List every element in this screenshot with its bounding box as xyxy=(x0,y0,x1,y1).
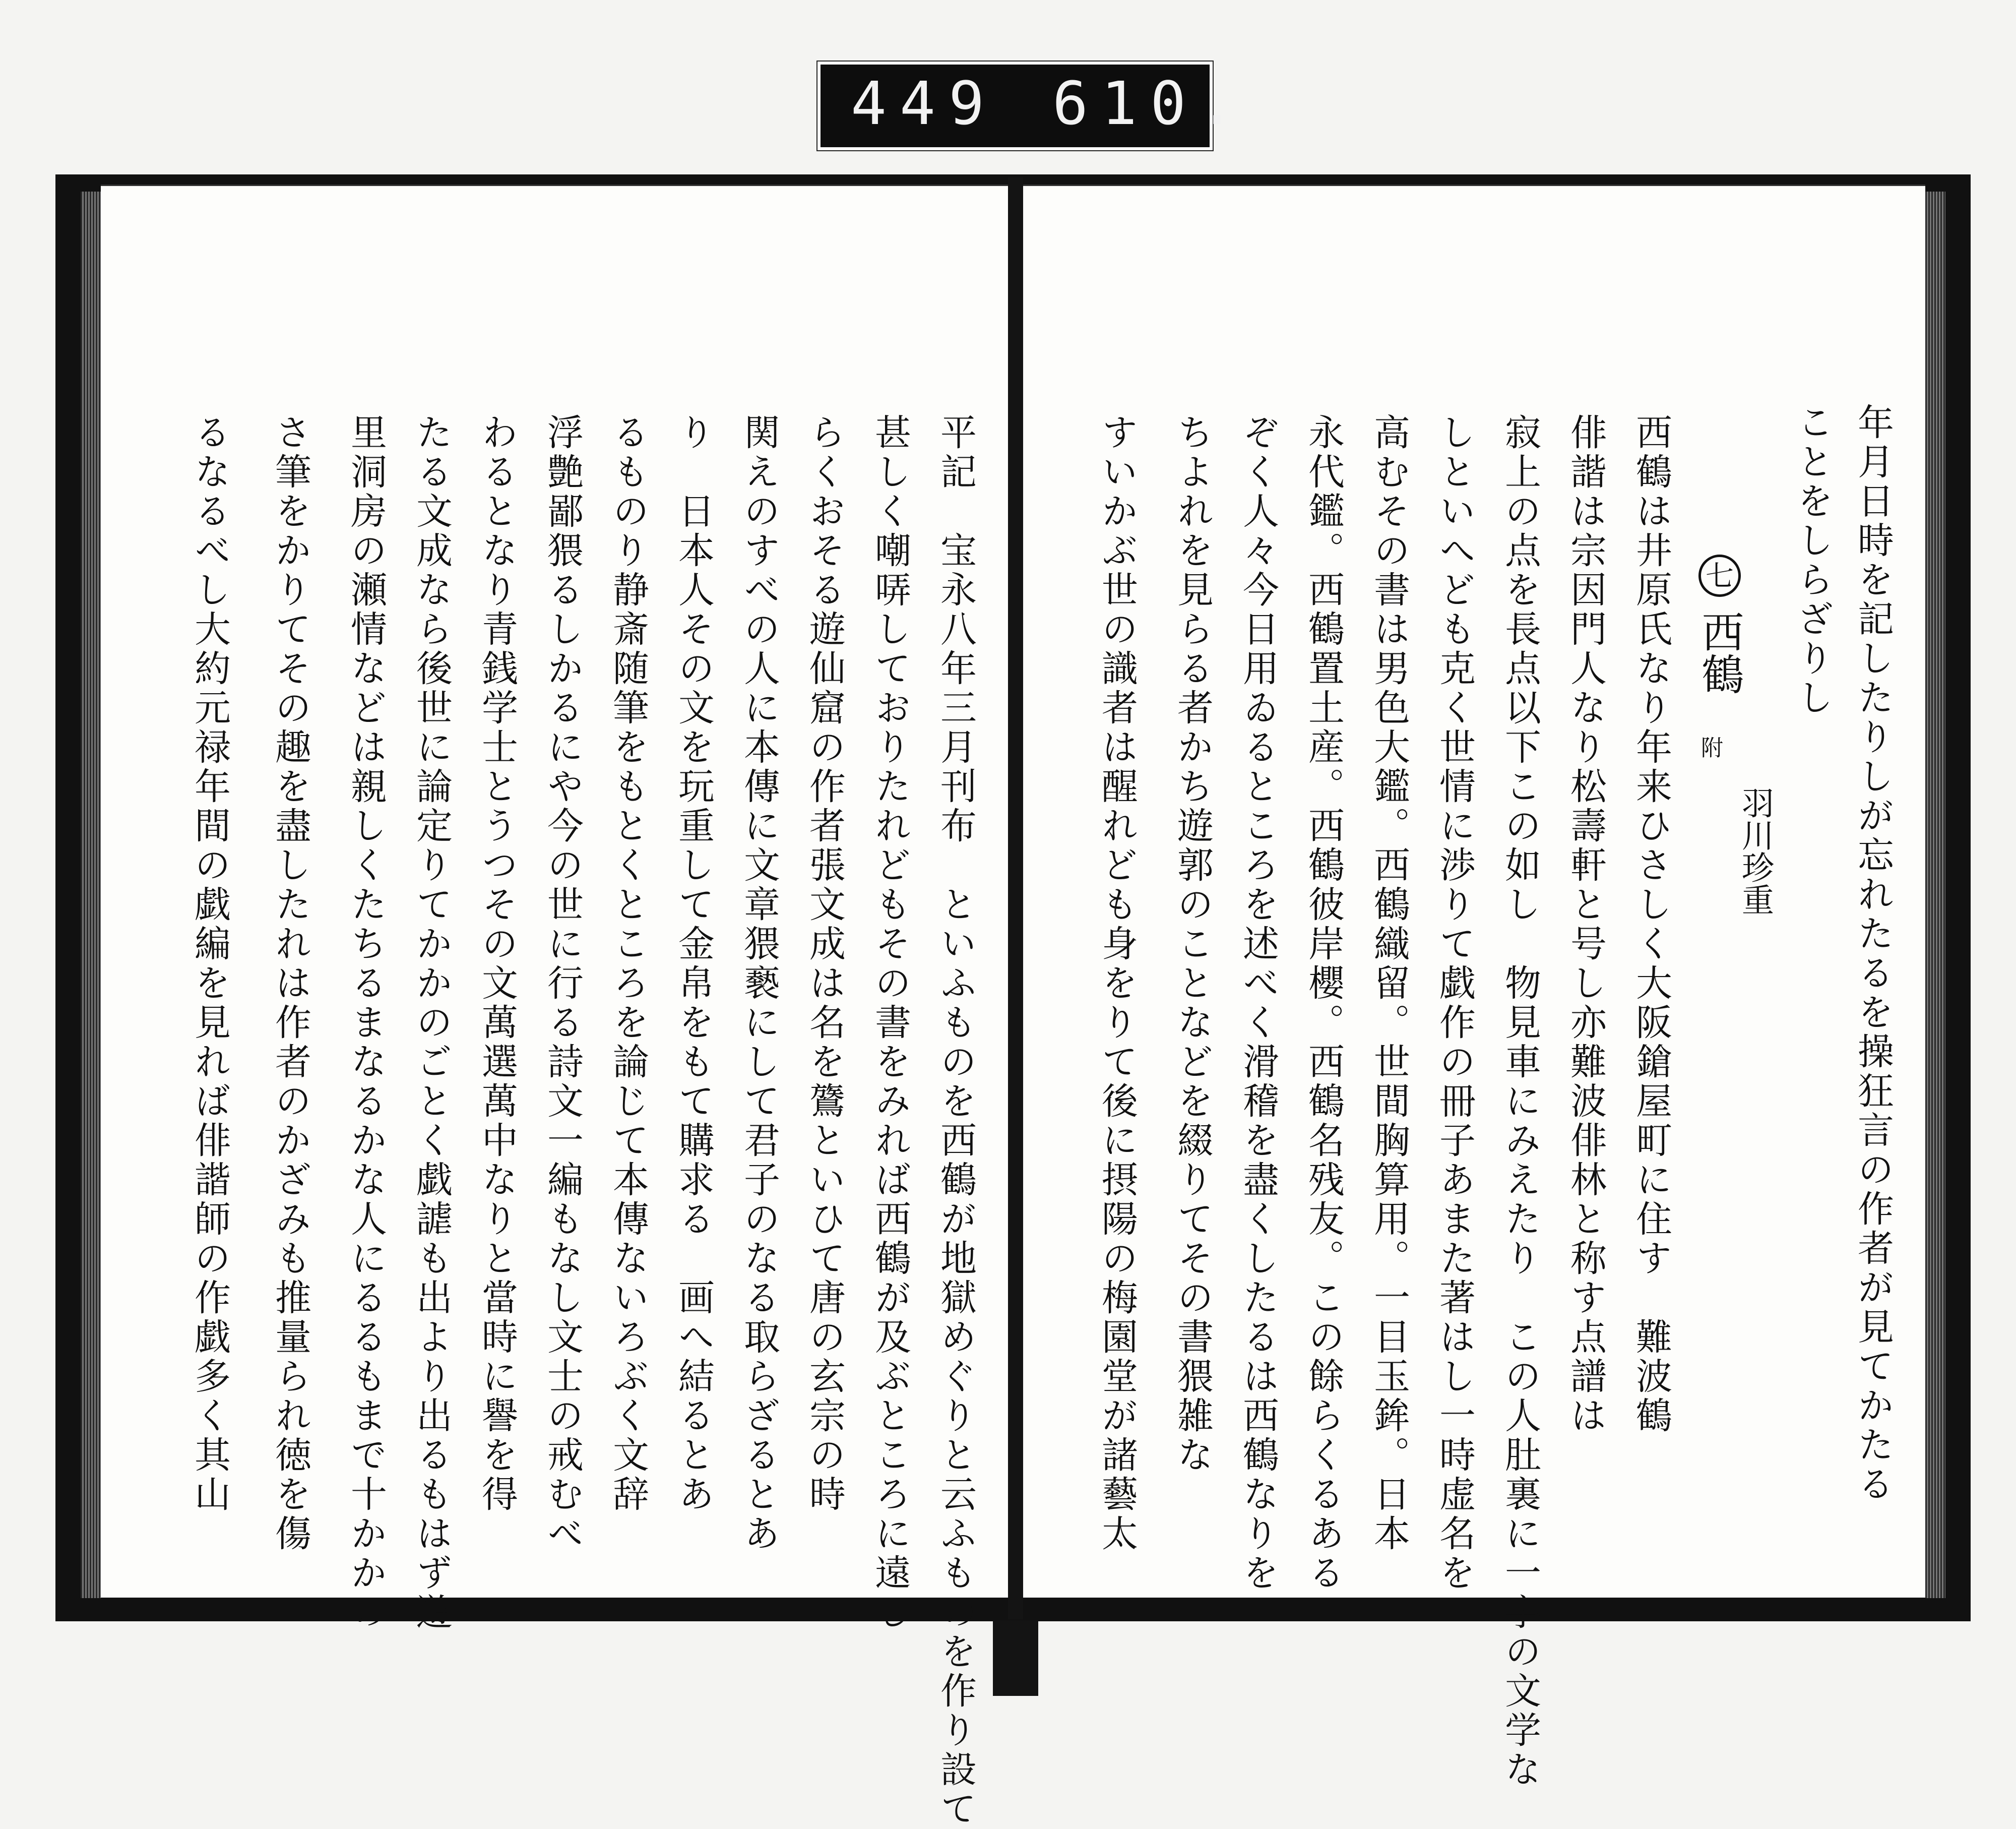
call-number-right: 610. xyxy=(1052,69,1248,138)
section-number: 七 xyxy=(1698,555,1741,597)
left-line-4: 関えのすべの人に本傳に文章猥褻にして君子のなる取らざるとあ xyxy=(738,413,780,1554)
spine-stub xyxy=(993,1620,1038,1696)
call-number-left: 449 xyxy=(851,69,998,138)
page-edge-left xyxy=(81,192,101,1598)
left-line-5: り 日本人その文を玩重して金帛をもて購求る 画へ結るとあ xyxy=(672,413,715,1514)
left-line-2: 甚しく嘲哢しておりたれどもその書をみれば西鶴が及ぶところに遠し xyxy=(869,413,911,1632)
right-line-8: 永代鑑。西鶴置土産。西鶴彼岸櫻。西鶴名残友。この餘らくるある xyxy=(1302,413,1345,1593)
call-number-label xyxy=(817,62,1248,150)
right-line-2: ことをしらざりし xyxy=(1791,403,1834,718)
section-note: 附 xyxy=(1697,736,1723,758)
right-line-9: ぞく人々今日用ゐるところを述べく滑稽を盡くしたるは西鶴なりを xyxy=(1237,413,1279,1593)
left-line-8: わるとなり青銭学士とうつその文萬選萬中なりと當時に譽を得 xyxy=(476,413,518,1514)
page-edge-right xyxy=(1925,192,1945,1598)
right-line-7: 高むその書は男色大鑑。西鶴織留。世間胸算用。一目玉鉾。日本 xyxy=(1368,413,1410,1554)
right-line-6: しといへども克く世情に渉りて戯作の冊子あまた著はし一時虚名を xyxy=(1433,413,1476,1593)
right-line-1: 年月日時を記したりしが忘れたるを操狂言の作者が見てかたる xyxy=(1852,403,1894,1504)
left-line-11: さ筆をかりてその趣を盡したれは作者のかざみも推量られ徳を傷 xyxy=(269,413,311,1554)
right-line-3: 西鶴は井原氏なり年来ひさしく大阪鎗屋町に住す 難波鶴 xyxy=(1630,413,1672,1436)
section-title: 西鶴 xyxy=(1695,610,1744,695)
right-line-11: すいかぶ世の識者は醒れども身をりて後に摂陽の梅園堂が諸藝太 xyxy=(1096,413,1138,1554)
left-line-10: 里洞房の瀬情などは親しくたちるまなるかな人にるるもまで十かかの xyxy=(345,413,387,1632)
right-line-5: 寂上の点を長点以下この如し 物見車にみえたり この人肚裏に一字の文学な xyxy=(1499,413,1541,1790)
left-line-1: 平記 宝永八年三月刊布 といふものを西鶴が地獄めぐりと云ふものを作り設て xyxy=(934,413,977,1829)
left-line-6: るものり静斎随筆をもとくところを論じて本傳ないろぶく文辞 xyxy=(607,413,649,1514)
section-heading xyxy=(1695,555,1744,695)
right-line-10: ちよれを見らる者かち遊郭のことなどを綴りてその書猥雑な xyxy=(1171,413,1214,1475)
left-line-3: らくおそる遊仙窟の作者張文成は名を鷟といひて唐の玄宗の時 xyxy=(803,413,846,1514)
left-line-12: るなるべし大約元禄年間の戯編を見れば俳諧師の作戯多く其山 xyxy=(188,413,231,1514)
section-author: 羽川珍重 xyxy=(1736,786,1774,916)
left-line-9: たる文成なら後世に論定りてかかのごとく戯謔も出より出るもはず遊 xyxy=(410,413,453,1632)
left-line-7: 浮艶鄙猥るしかるにや今の世に行る詩文一編もなし文士の戒むべ xyxy=(541,413,584,1554)
book-gutter xyxy=(1008,177,1023,1619)
right-line-4: 俳諧は宗因門人なり松壽軒と号し亦難波俳林と称す点譜は xyxy=(1564,413,1607,1436)
